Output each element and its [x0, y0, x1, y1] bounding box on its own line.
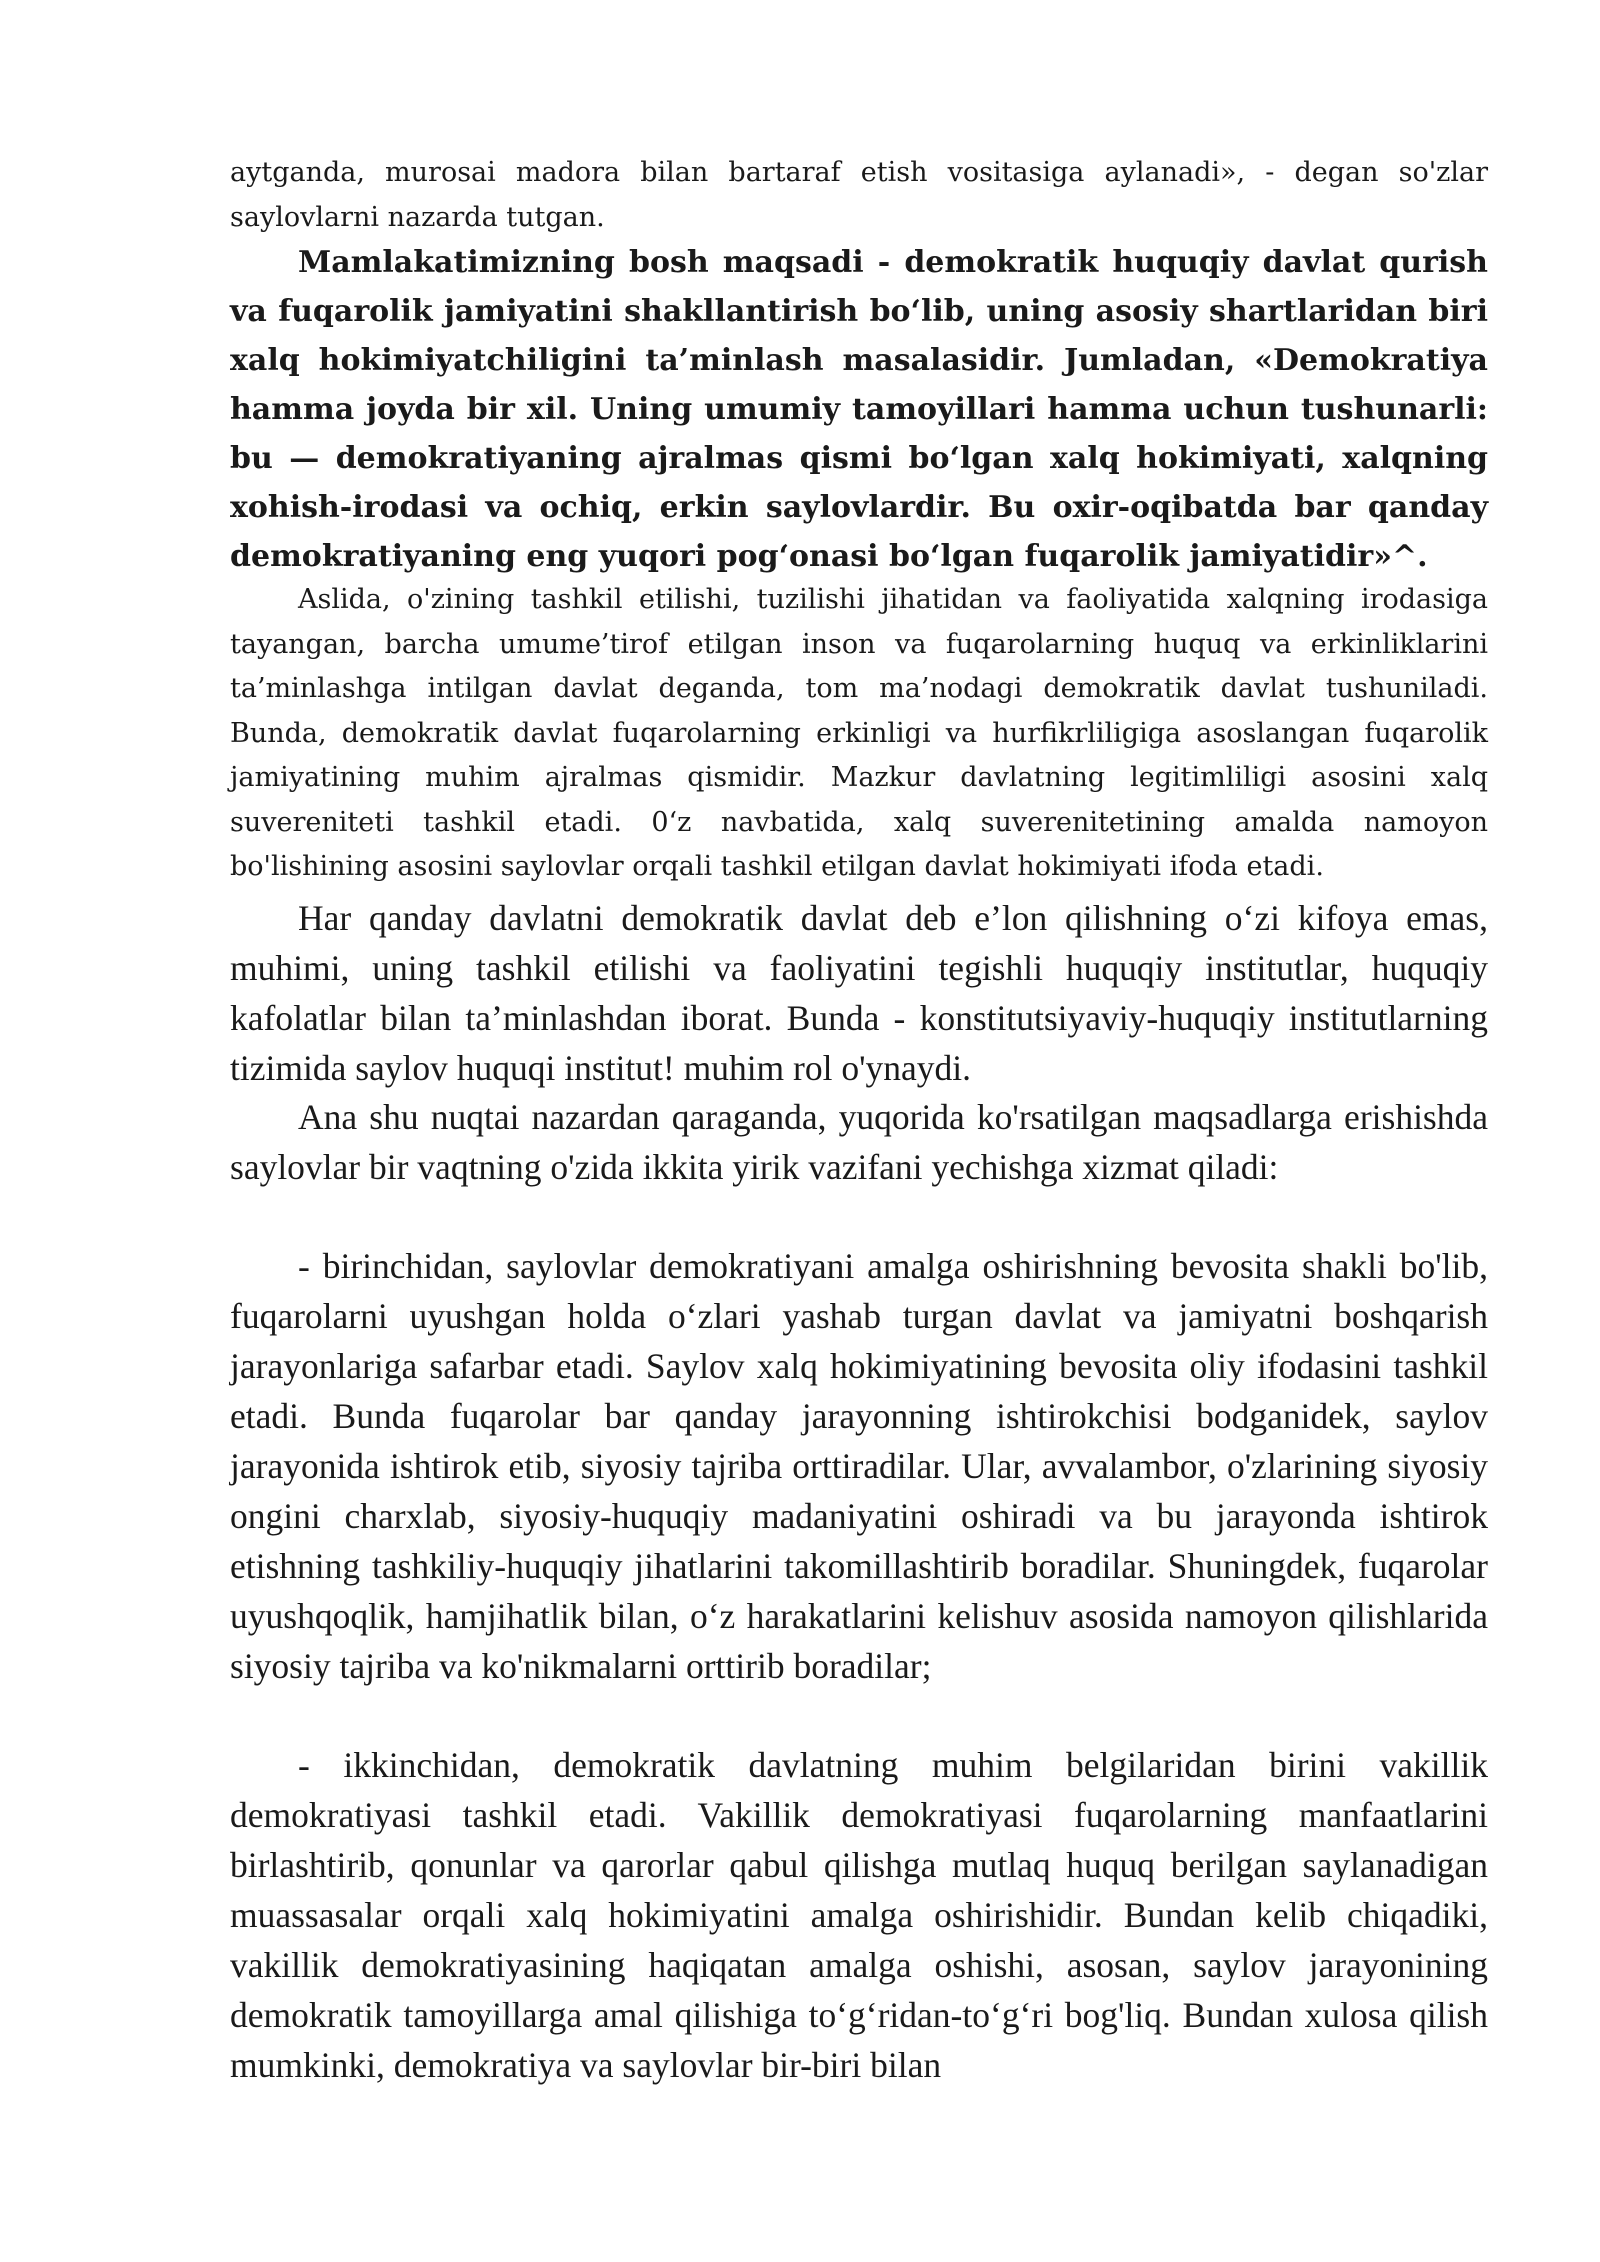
paragraph-second-task: - ikkinchidan, demokratik davlatning muhim belgilaridan birini vakillik demokratiyasi tashkil etadi. Vakillik demokratiyasi fuqarolarning manfaatlarini birlashtirib, qonunlar va qarorlar qabul qilishga mutlaq huquq berilgan saylanadigan muassasalar orqali xalq hokimiyatini amalga oshirishidir. Bundan kelib chiqadiki, vakillik demokratiyasining haqiqatan amalga oshishi, asosan, saylov jarayonining demokratik tamoyillarga amal qilishiga to‘g‘ridan-to‘g‘ri bog'liq. Bundan xulosa qilish mumkinki, demokratiya va saylovlar bir-biri bilan — [230, 1745, 1488, 2085]
paragraph-legal-institutions: Har qanday davlatni demokratik davlat deb e’lon qilishning o‘zi kifoya emas, muhimi, uning tashkil etilishi va faoliyatini tegishli huquqiy institutlar, huquqiy kafolatlar bilan ta’minlashdan iborat. Bunda - konstitutsiyaviy-huquqiy institutlarning tizimida saylov huquqi institut! muhim rol o'ynaydi. — [230, 898, 1488, 1088]
paragraph-quote-ending: aytganda, murosai madora bilan bartaraf etish vositasiga aylanadi», - degan so'zlar saylovlarni nazarda tutgan. — [230, 157, 1488, 233]
paragraph-first-task: - birinchidan, saylovlar demokratiyani amalga oshirishning bevosita shakli bo'lib, fuqarolarni uyushgan holda o‘zlari yashab turgan davlat va jamiyatni boshqarish jarayonlariga safarbar etadi. Saylov xalq hokimiyatining bevosita oliy ifodasini tashkil etadi. Bunda fuqarolar bar qanday jarayonning ishtirokchisi bodganidek, saylov jarayonida ishtirok etib, siyosiy tajriba orttiradilar. Ular, avvalambor, o'zlarining siyosiy ongini charxlab, siyosiy-huquqiy madaniyatini oshiradi va bu jarayonda ishtirok etishning tashkiliy-huquqiy jihatlarini takomillashtirib boradilar. Shuningdek, fuqarolar uyushqoqlik, hamjihatlik bilan, o‘z harakatlarini kelishuv asosida namoyon qilishlarida siyosiy tajriba va ko'nikmalarni orttirib boradilar; — [230, 1246, 1488, 1686]
paragraph-democratic-state: Aslida, o'zining tashkil etilishi, tuzilishi jihatidan va faoliyatida xalqning irodasiga tayangan, barcha umume’tirof etilgan inson va fuqarolarning huquq va erkinliklarini ta’minlashga intilgan davlat deganda, tom ma’nodagi demokratik davlat tushuniladi. Bunda, demokratik davlat fuqarolarning erkinligi va hurfikrliligiga asoslangan fuqarolik jamiyatining muhim ajralmas qismidir. Mazkur davlatning legitimliligi asosini xalq suvereniteti tashkil etadi. 0‘z navbatida, xalq suverenitetining amalda namoyon bo'lishining asosini saylovlar orqali tashkil etilgan davlat hokimiyati ifoda etadi. — [230, 584, 1488, 882]
paragraph-two-tasks: Ana shu nuqtai nazardan qaraganda, yuqorida ko'rsatilgan maqsadlarga erishishda saylovlar bir vaqtning o'zida ikkita yirik vazifani yechishga xizmat qiladi: — [230, 1097, 1488, 1187]
paragraph-bold-quote: Mamlakatimizning bosh maqsadi - demokratik huquqiy davlat qurish va fuqarolik jamiyatini shakllantirish bo‘lib, uning asosiy shartlaridan biri xalq hokimiyatchiligini ta’minlash masalasidir. Jumladan, «Demokratiya hamma joyda bir xil. Uning umumiy tamoyillari hamma uchun tushunarli: bu — demokratiyaning ajralmas qismi bo‘lgan xalq hokimiyati, xalqning xohish-irodasi va ochiq, erkin saylovlardir. Bu oxir-oqibatda bar qanday demokratiyaning eng yuqori pog‘onasi bo‘lgan fuqarolik jamiyatidir»^. — [230, 245, 1488, 574]
